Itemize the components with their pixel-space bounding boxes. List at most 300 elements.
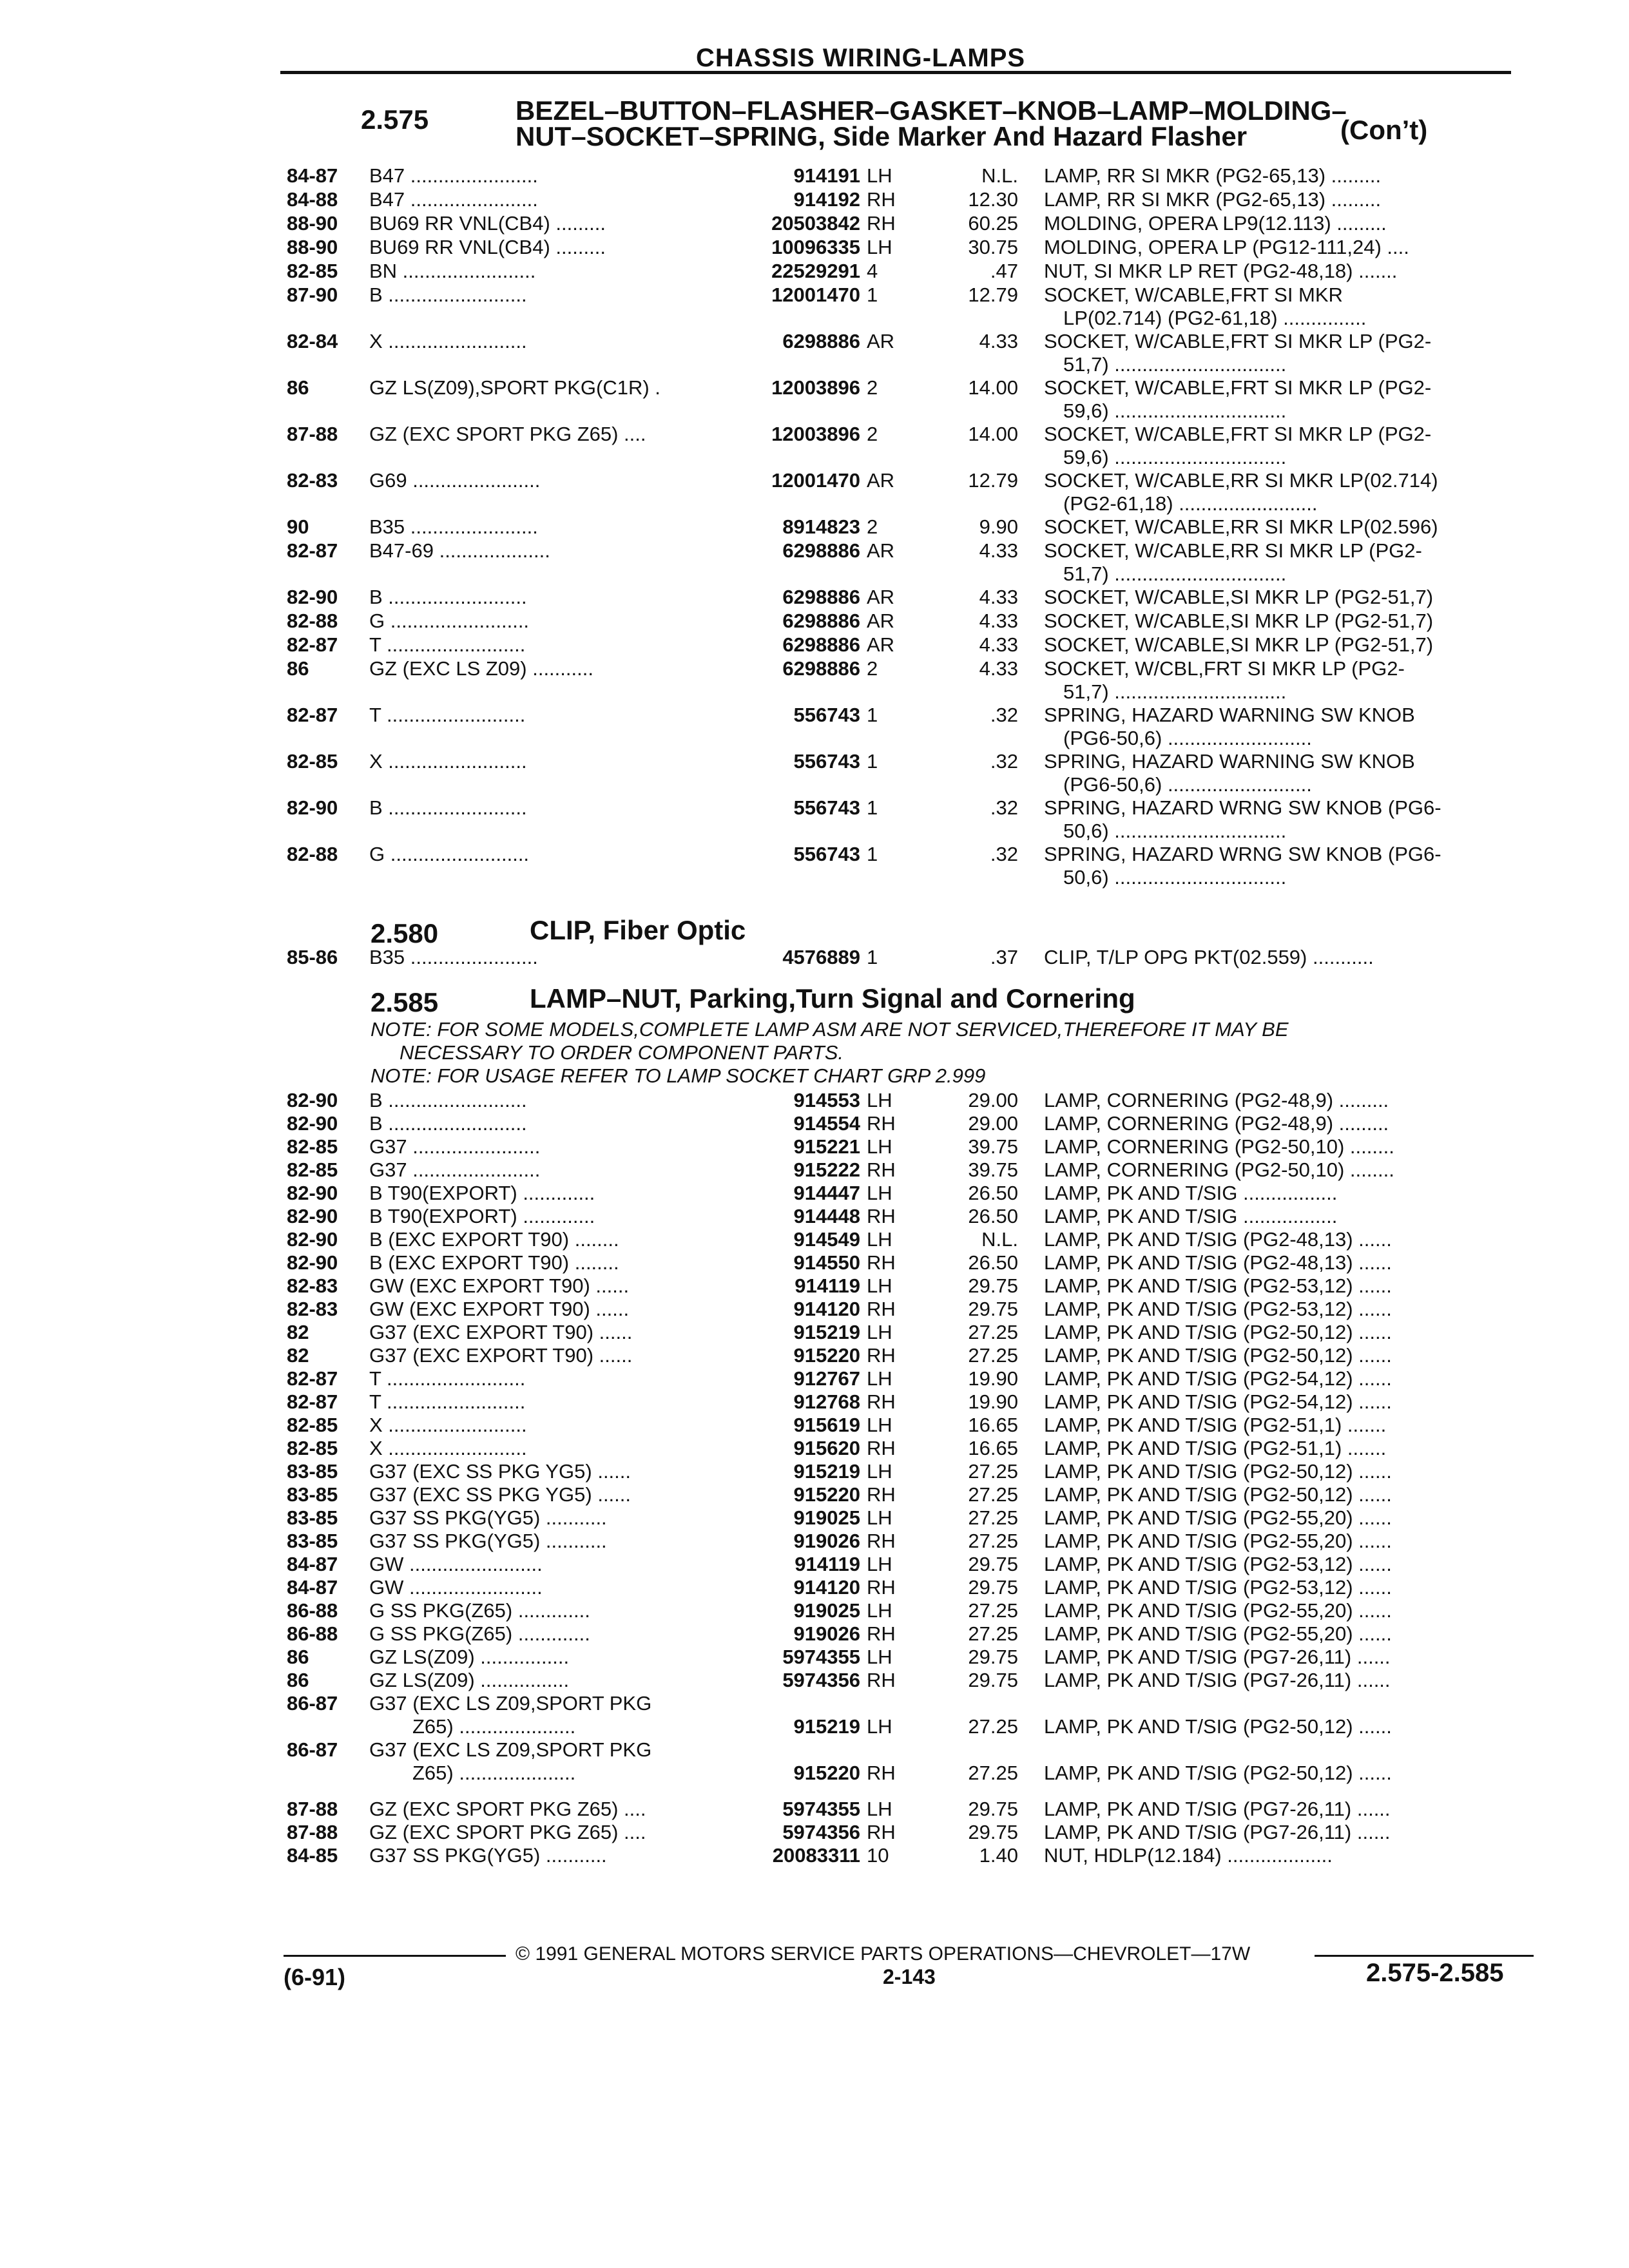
quantity: RH [867, 1390, 896, 1413]
price: 29.75 [968, 1669, 1018, 1691]
part-number: 6298886 [782, 610, 860, 632]
part-number: 915620 [793, 1437, 860, 1459]
quantity: 1 [867, 796, 878, 819]
quantity: LH [867, 1460, 892, 1483]
model-code: GW (EXC EXPORT T90) ...... [369, 1274, 630, 1297]
price: 60.25 [968, 212, 1018, 235]
footer-rule-left [284, 1955, 506, 1957]
note-line: NOTE: FOR USAGE REFER TO LAMP SOCKET CHART GRP 2.999 [371, 1064, 986, 1087]
section-title: LAMP–NUT, Parking,Turn Signal and Cornering [530, 983, 1135, 1014]
description: SOCKET, W/CBL,FRT SI MKR LP (PG2- [1044, 657, 1405, 680]
quantity: AR [867, 633, 895, 656]
description: SOCKET, W/CABLE,SI MKR LP (PG2-51,7) [1044, 586, 1434, 608]
part-number: 914447 [793, 1182, 860, 1204]
year-range: 86 [287, 657, 309, 680]
quantity: 2 [867, 376, 878, 399]
model-code: BN ........................ [369, 260, 536, 282]
description: LAMP, PK AND T/SIG (PG7-26,11) ...... [1044, 1669, 1391, 1691]
quantity: LH [867, 1506, 892, 1529]
quantity: LH [867, 1367, 892, 1390]
quantity: LH [867, 1798, 892, 1820]
price: 29.75 [968, 1553, 1018, 1575]
description-cont: 51,7) ............................... [1063, 680, 1287, 703]
quantity: RH [867, 1158, 896, 1181]
year-range: 82-83 [287, 1274, 338, 1297]
quantity: 1 [867, 750, 878, 773]
price: 27.25 [968, 1506, 1018, 1529]
model-code: B47-69 .................... [369, 539, 550, 562]
model-code: G37 (EXC EXPORT T90) ...... [369, 1344, 633, 1367]
year-range: 82-87 [287, 539, 338, 562]
quantity: LH [867, 1135, 892, 1158]
description: NUT, HDLP(12.184) ................... [1044, 1844, 1333, 1867]
model-code: T ......................... [369, 633, 526, 656]
price: N.L. [981, 164, 1018, 187]
quantity: LH [867, 1089, 892, 1111]
quantity: LH [867, 1274, 892, 1297]
description: LAMP, RR SI MKR (PG2-65,13) ......... [1044, 188, 1382, 211]
price: 39.75 [968, 1135, 1018, 1158]
model-code: GZ LS(Z09) ................ [369, 1646, 570, 1668]
year-range: 82-87 [287, 1390, 338, 1413]
model-code: G37 SS PKG(YG5) ........... [369, 1506, 607, 1529]
part-number: 914554 [793, 1112, 860, 1135]
model-code: B47 ....................... [369, 164, 538, 187]
description: SOCKET, W/CABLE,SI MKR LP (PG2-51,7) [1044, 633, 1434, 656]
year-range: 86-87 [287, 1738, 338, 1761]
quantity: RH [867, 188, 896, 211]
part-number: 915619 [793, 1414, 860, 1436]
part-number: 6298886 [782, 633, 860, 656]
part-number: 20083311 [772, 1844, 860, 1867]
model-code: G SS PKG(Z65) ............. [369, 1599, 590, 1622]
model-code-cont: Z65) ..................... [412, 1762, 576, 1784]
model-code: X ......................... [369, 750, 527, 773]
year-range: 87-88 [287, 1798, 338, 1820]
price: 4.33 [979, 633, 1018, 656]
description: LAMP, PK AND T/SIG (PG2-54,12) ...... [1044, 1390, 1392, 1413]
quantity: LH [867, 1228, 892, 1251]
quantity: RH [867, 1205, 896, 1227]
part-number: 914119 [795, 1553, 860, 1575]
price: .32 [990, 843, 1018, 865]
part-number: 8914823 [782, 515, 860, 538]
description-cont: (PG6-50,6) .......................... [1063, 773, 1312, 796]
model-code: G69 ....................... [369, 469, 541, 492]
price: 29.75 [968, 1821, 1018, 1843]
description-cont: (PG6-50,6) .......................... [1063, 727, 1312, 749]
description: LAMP, PK AND T/SIG (PG2-50,12) ...... [1044, 1762, 1392, 1784]
part-number: 914448 [793, 1205, 860, 1227]
description: LAMP, PK AND T/SIG (PG2-50,12) ...... [1044, 1715, 1392, 1738]
quantity: 10 [867, 1844, 889, 1867]
quantity: RH [867, 1112, 896, 1135]
price: 27.25 [968, 1321, 1018, 1343]
part-number: 556743 [793, 843, 860, 865]
model-code: GZ (EXC SPORT PKG Z65) .... [369, 1821, 646, 1843]
description-cont: 59,6) ............................... [1063, 399, 1287, 422]
description-cont: (PG2-61,18) ......................... [1063, 492, 1318, 515]
part-number: 20503842 [771, 212, 860, 235]
price: 26.50 [968, 1251, 1018, 1274]
year-range: 82-87 [287, 633, 338, 656]
model-code: BU69 RR VNL(CB4) ......... [369, 236, 606, 258]
description: LAMP, PK AND T/SIG (PG2-51,1) ....... [1044, 1414, 1387, 1436]
description: LAMP, PK AND T/SIG (PG7-26,11) ...... [1044, 1821, 1391, 1843]
description: LAMP, PK AND T/SIG (PG2-55,20) ...... [1044, 1622, 1392, 1645]
model-code: G37 (EXC LS Z09,SPORT PKG [369, 1692, 652, 1715]
year-range: 83-85 [287, 1460, 338, 1483]
year-range: 82 [287, 1321, 309, 1343]
footer-rule-right [1315, 1955, 1534, 1957]
price: 14.00 [968, 376, 1018, 399]
quantity: AR [867, 330, 895, 352]
description: SPRING, HAZARD WARNING SW KNOB [1044, 704, 1415, 726]
part-number: 915219 [793, 1321, 860, 1343]
description: LAMP, PK AND T/SIG (PG2-53,12) ...... [1044, 1553, 1392, 1575]
model-code: G37 (EXC LS Z09,SPORT PKG [369, 1738, 652, 1761]
part-number: 915220 [793, 1483, 860, 1506]
model-code: B35 ....................... [369, 946, 538, 968]
model-code: T ......................... [369, 1367, 526, 1390]
year-range: 86-88 [287, 1599, 338, 1622]
model-code: BU69 RR VNL(CB4) ......... [369, 212, 606, 235]
part-number: 919025 [793, 1599, 860, 1622]
part-number: 914120 [793, 1298, 860, 1320]
quantity: AR [867, 586, 895, 608]
description-cont: 50,6) ............................... [1063, 866, 1287, 889]
quantity: LH [867, 1646, 892, 1668]
quantity: RH [867, 1821, 896, 1843]
price: 29.00 [968, 1112, 1018, 1135]
price: 16.65 [968, 1437, 1018, 1459]
year-range: 82-88 [287, 843, 338, 865]
model-code: T ......................... [369, 704, 526, 726]
year-range: 83-85 [287, 1530, 338, 1552]
model-code: B35 ....................... [369, 515, 538, 538]
price: 14.00 [968, 423, 1018, 445]
part-number: 6298886 [782, 657, 860, 680]
price: 27.25 [968, 1530, 1018, 1552]
description: LAMP, CORNERING (PG2-48,9) ......... [1044, 1112, 1389, 1135]
part-number: 919025 [793, 1506, 860, 1529]
part-number: 12001470 [771, 284, 860, 306]
year-range: 82-90 [287, 1089, 338, 1111]
price: 12.79 [968, 469, 1018, 492]
section-title-line1: BEZEL–BUTTON–FLASHER–GASKET–KNOB–LAMP–MOLDING– [516, 95, 1347, 126]
model-code: G37 (EXC EXPORT T90) ...... [369, 1321, 633, 1343]
price: 29.75 [968, 1646, 1018, 1668]
description: LAMP, PK AND T/SIG (PG2-50,12) ...... [1044, 1460, 1392, 1483]
quantity: 2 [867, 657, 878, 680]
price: 4.33 [979, 586, 1018, 608]
quantity: 1 [867, 284, 878, 306]
description: SOCKET, W/CABLE,FRT SI MKR LP (PG2- [1044, 423, 1432, 445]
year-range: 84-87 [287, 1553, 338, 1575]
year-range: 84-87 [287, 1576, 338, 1599]
year-range: 83-85 [287, 1506, 338, 1529]
quantity: LH [867, 1553, 892, 1575]
footer-section-range: 2.575-2.585 [1366, 1959, 1504, 1987]
year-range: 88-90 [287, 236, 338, 258]
part-number: 914192 [793, 188, 860, 211]
description: SOCKET, W/CABLE,FRT SI MKR LP (PG2- [1044, 376, 1432, 399]
quantity: LH [867, 1414, 892, 1436]
year-range: 82-85 [287, 1158, 338, 1181]
model-code: X ......................... [369, 1437, 527, 1459]
quantity: RH [867, 212, 896, 235]
year-range: 82 [287, 1344, 309, 1367]
quantity: 4 [867, 260, 878, 282]
description: LAMP, PK AND T/SIG (PG2-50,12) ...... [1044, 1344, 1392, 1367]
description: LAMP, PK AND T/SIG (PG2-55,20) ...... [1044, 1599, 1392, 1622]
description: SOCKET, W/CABLE,RR SI MKR LP(02.596) [1044, 515, 1438, 538]
price: .32 [990, 704, 1018, 726]
part-number: 556743 [793, 796, 860, 819]
description-cont: 59,6) ............................... [1063, 446, 1287, 468]
model-code: G37 ....................... [369, 1135, 541, 1158]
year-range: 82-90 [287, 1205, 338, 1227]
part-number: 6298886 [782, 539, 860, 562]
description: SOCKET, W/CABLE,RR SI MKR LP (PG2- [1044, 539, 1422, 562]
model-code: GZ (EXC LS Z09) ........... [369, 657, 593, 680]
year-range: 82-85 [287, 750, 338, 773]
part-number: 4576889 [782, 946, 860, 968]
description: SOCKET, W/CABLE,RR SI MKR LP(02.714) [1044, 469, 1438, 492]
year-range: 82-84 [287, 330, 338, 352]
quantity: LH [867, 164, 892, 187]
part-number: 914553 [793, 1089, 860, 1111]
description: LAMP, PK AND T/SIG (PG7-26,11) ...... [1044, 1798, 1391, 1820]
part-number: 915219 [793, 1715, 860, 1738]
model-code: GW ........................ [369, 1553, 543, 1575]
description: SOCKET, W/CABLE,FRT SI MKR LP (PG2- [1044, 330, 1432, 352]
quantity: RH [867, 1576, 896, 1599]
price: 27.25 [968, 1762, 1018, 1784]
description: CLIP, T/LP OPG PKT(02.559) ........... [1044, 946, 1374, 968]
quantity: LH [867, 1182, 892, 1204]
page-header-title: CHASSIS WIRING-LAMPS [696, 44, 1026, 72]
model-code: B T90(EXPORT) ............. [369, 1182, 595, 1204]
part-number: 914120 [793, 1576, 860, 1599]
year-range: 82-90 [287, 1228, 338, 1251]
description-cont: 50,6) ............................... [1063, 820, 1287, 842]
note-line: NOTE: FOR SOME MODELS,COMPLETE LAMP ASM ARE NOT SERVICED,THEREFORE IT MAY BE [371, 1018, 1289, 1041]
part-number: 915221 [793, 1135, 860, 1158]
part-number: 915219 [793, 1460, 860, 1483]
quantity: RH [867, 1437, 896, 1459]
model-code: GW (EXC EXPORT T90) ...... [369, 1298, 630, 1320]
description: LAMP, PK AND T/SIG (PG2-55,20) ...... [1044, 1506, 1392, 1529]
year-range: 82-85 [287, 260, 338, 282]
quantity: LH [867, 1321, 892, 1343]
year-range: 82-88 [287, 610, 338, 632]
part-number: 915220 [793, 1344, 860, 1367]
section-number: 2.580 [371, 918, 439, 948]
price: 26.50 [968, 1205, 1018, 1227]
quantity: 2 [867, 423, 878, 445]
year-range: 85-86 [287, 946, 338, 968]
quantity: AR [867, 539, 895, 562]
model-code: G ......................... [369, 610, 530, 632]
quantity: 1 [867, 843, 878, 865]
price: 4.33 [979, 539, 1018, 562]
footer-date: (6-91) [284, 1964, 346, 1990]
part-number: 5974356 [782, 1669, 860, 1691]
model-code-cont: Z65) ..................... [412, 1715, 576, 1738]
description: LAMP, PK AND T/SIG (PG2-48,13) ...... [1044, 1228, 1392, 1251]
year-range: 82-87 [287, 1367, 338, 1390]
model-code: GZ LS(Z09),SPORT PKG(C1R) . [369, 376, 660, 399]
description: LAMP, RR SI MKR (PG2-65,13) ......... [1044, 164, 1382, 187]
price: 27.25 [968, 1599, 1018, 1622]
model-code: B T90(EXPORT) ............. [369, 1205, 595, 1227]
part-number: 6298886 [782, 586, 860, 608]
price: 12.30 [968, 188, 1018, 211]
part-number: 912767 [793, 1367, 860, 1390]
description-cont: 51,7) ............................... [1063, 562, 1287, 585]
price: 26.50 [968, 1182, 1018, 1204]
price: .32 [990, 750, 1018, 773]
model-code: GW ........................ [369, 1576, 543, 1599]
description: LAMP, PK AND T/SIG (PG2-54,12) ...... [1044, 1367, 1392, 1390]
price: 39.75 [968, 1158, 1018, 1181]
price: 27.25 [968, 1715, 1018, 1738]
part-number: 22529291 [771, 260, 860, 282]
price: 19.90 [968, 1390, 1018, 1413]
price: 19.90 [968, 1367, 1018, 1390]
part-number: 915220 [793, 1762, 860, 1784]
year-range: 88-90 [287, 212, 338, 235]
year-range: 84-87 [287, 164, 338, 187]
description: LAMP, PK AND T/SIG ................. [1044, 1182, 1338, 1204]
model-code: G SS PKG(Z65) ............. [369, 1622, 590, 1645]
description-cont: LP(02.714) (PG2-61,18) ............... [1063, 307, 1367, 329]
part-number: 919026 [793, 1622, 860, 1645]
model-code: T ......................... [369, 1390, 526, 1413]
year-range: 83-85 [287, 1483, 338, 1506]
price: 4.33 [979, 330, 1018, 352]
part-number: 5974356 [782, 1821, 860, 1843]
year-range: 82-83 [287, 1298, 338, 1320]
quantity: RH [867, 1530, 896, 1552]
year-range: 82-90 [287, 1182, 338, 1204]
quantity: RH [867, 1251, 896, 1274]
description: SPRING, HAZARD WARNING SW KNOB [1044, 750, 1415, 773]
quantity: RH [867, 1622, 896, 1645]
price: 27.25 [968, 1460, 1018, 1483]
year-range: 82-90 [287, 1112, 338, 1135]
quantity: AR [867, 610, 895, 632]
quantity: RH [867, 1298, 896, 1320]
description: LAMP, PK AND T/SIG (PG2-53,12) ...... [1044, 1298, 1392, 1320]
year-range: 87-88 [287, 1821, 338, 1843]
price: .32 [990, 796, 1018, 819]
year-range: 86-88 [287, 1622, 338, 1645]
model-code: G37 SS PKG(YG5) ........... [369, 1844, 607, 1867]
part-number: 6298886 [782, 330, 860, 352]
description: LAMP, PK AND T/SIG (PG7-26,11) ...... [1044, 1646, 1391, 1668]
description: LAMP, PK AND T/SIG (PG2-50,12) ...... [1044, 1483, 1392, 1506]
description: SPRING, HAZARD WRNG SW KNOB (PG6- [1044, 843, 1441, 865]
part-number: 5974355 [782, 1798, 860, 1820]
description: LAMP, PK AND T/SIG (PG2-50,12) ...... [1044, 1321, 1392, 1343]
price: 27.25 [968, 1483, 1018, 1506]
model-code: GZ (EXC SPORT PKG Z65) .... [369, 423, 646, 445]
note-line: NECESSARY TO ORDER COMPONENT PARTS. [400, 1041, 844, 1064]
description: LAMP, CORNERING (PG2-50,10) ........ [1044, 1158, 1394, 1181]
model-code: B (EXC EXPORT T90) ........ [369, 1228, 619, 1251]
model-code: G ......................... [369, 843, 530, 865]
part-number: 12003896 [771, 423, 860, 445]
model-code: G37 (EXC SS PKG YG5) ...... [369, 1460, 631, 1483]
quantity: LH [867, 1715, 892, 1738]
price: 4.33 [979, 657, 1018, 680]
price: 12.79 [968, 284, 1018, 306]
description: LAMP, PK AND T/SIG (PG2-55,20) ...... [1044, 1530, 1392, 1552]
price: 9.90 [979, 515, 1018, 538]
section-title: CLIP, Fiber Optic [530, 915, 746, 945]
description: MOLDING, OPERA LP9(12.113) ......... [1044, 212, 1387, 235]
quantity: LH [867, 1599, 892, 1622]
price: .47 [990, 260, 1018, 282]
description: LAMP, CORNERING (PG2-48,9) ......... [1044, 1089, 1389, 1111]
part-number: 914550 [793, 1251, 860, 1274]
description: LAMP, CORNERING (PG2-50,10) ........ [1044, 1135, 1394, 1158]
quantity: RH [867, 1483, 896, 1506]
model-code: G37 SS PKG(YG5) ........... [369, 1530, 607, 1552]
description: NUT, SI MKR LP RET (PG2-48,18) ....... [1044, 260, 1398, 282]
model-code: B ......................... [369, 586, 527, 608]
model-code: G37 ....................... [369, 1158, 541, 1181]
price: 29.75 [968, 1274, 1018, 1297]
year-range: 82-90 [287, 586, 338, 608]
quantity: RH [867, 1344, 896, 1367]
quantity: AR [867, 469, 895, 492]
year-range: 82-90 [287, 796, 338, 819]
year-range: 86-87 [287, 1692, 338, 1715]
model-code: B ......................... [369, 1112, 527, 1135]
description: LAMP, PK AND T/SIG (PG2-48,13) ...... [1044, 1251, 1392, 1274]
part-number: 914119 [795, 1274, 860, 1297]
price: 30.75 [968, 236, 1018, 258]
year-range: 86 [287, 376, 309, 399]
year-range: 90 [287, 515, 309, 538]
year-range: 82-85 [287, 1414, 338, 1436]
model-code: B ......................... [369, 1089, 527, 1111]
description: LAMP, PK AND T/SIG (PG2-53,12) ...... [1044, 1274, 1392, 1297]
price: 29.75 [968, 1798, 1018, 1820]
part-number: 556743 [793, 704, 860, 726]
price: 29.00 [968, 1089, 1018, 1111]
description: LAMP, PK AND T/SIG (PG2-53,12) ...... [1044, 1576, 1392, 1599]
part-number: 912768 [793, 1390, 860, 1413]
part-number: 919026 [793, 1530, 860, 1552]
model-code: X ......................... [369, 330, 527, 352]
year-range: 84-85 [287, 1844, 338, 1867]
year-range: 87-90 [287, 284, 338, 306]
part-number: 914191 [793, 164, 860, 187]
description: MOLDING, OPERA LP (PG12-111,24) .... [1044, 236, 1409, 258]
model-code: G37 (EXC SS PKG YG5) ...... [369, 1483, 631, 1506]
model-code: GZ LS(Z09) ................ [369, 1669, 570, 1691]
year-range: 82-90 [287, 1251, 338, 1274]
part-number: 10096335 [771, 236, 860, 258]
part-number: 914549 [793, 1228, 860, 1251]
price: 27.25 [968, 1344, 1018, 1367]
price: 4.33 [979, 610, 1018, 632]
quantity: 1 [867, 704, 878, 726]
